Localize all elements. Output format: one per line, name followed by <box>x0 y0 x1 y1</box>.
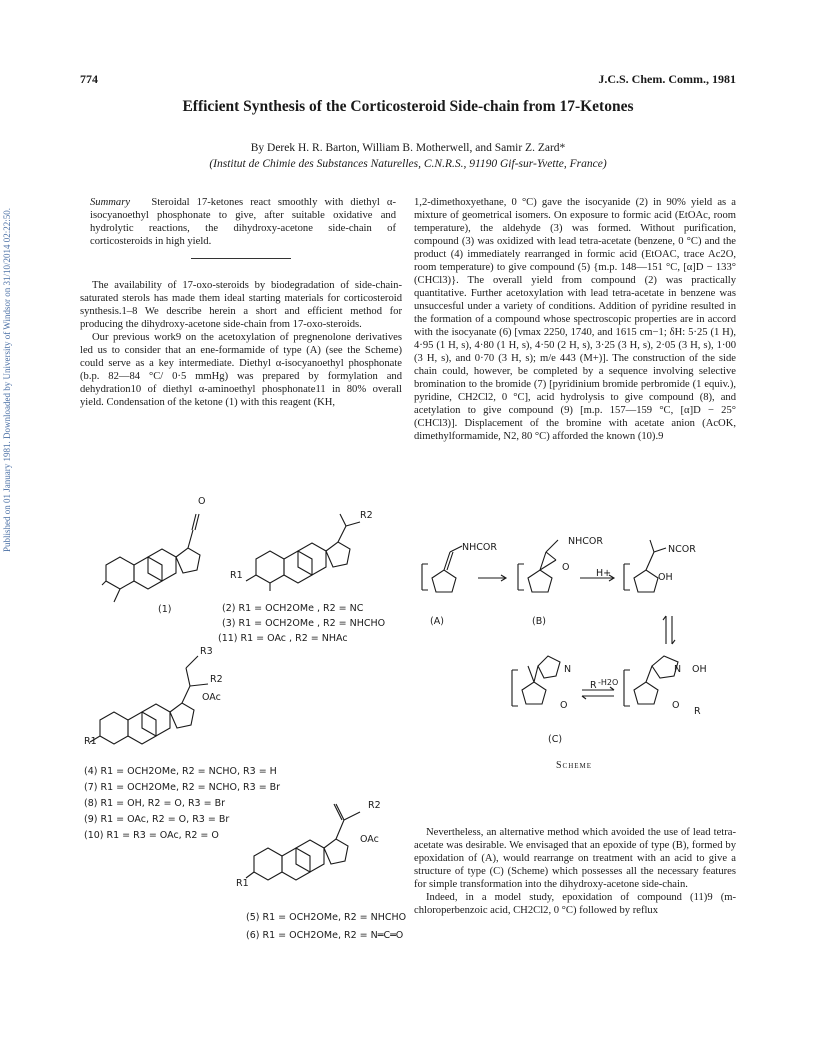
running-header <box>80 72 736 92</box>
scheme-h-plus: H+ <box>596 568 612 579</box>
compound-10-line: (10) R1 = R3 = OAc, R2 = O <box>84 830 219 841</box>
scheme-r-right: R <box>694 706 701 717</box>
structure-diagram-lower <box>240 790 410 890</box>
ketone-o-label: O <box>198 496 206 507</box>
article-title: Efficient Synthesis of the Corticosteroid Side-chain from 17-Ketones <box>182 98 634 115</box>
author-list: By Derek H. R. Barton, William B. Motherwell, and Samir Z. Zard* <box>250 142 566 154</box>
r1-mid-label: R1 <box>84 736 97 747</box>
page-number: 774 <box>80 72 98 86</box>
structure-diagram-middle <box>86 650 286 750</box>
summary-label: Summary <box>90 197 131 208</box>
scheme-o-right: O <box>672 700 680 711</box>
summary-paragraph <box>80 196 402 248</box>
affiliation: (Institut de Chimie des Substances Naturelles, C.N.R.S., 91190 Gif-sur-Yvette, France) <box>209 158 607 170</box>
scheme-label-b: (B) <box>532 616 546 627</box>
right-column <box>414 196 736 443</box>
scheme-label-a: (A) <box>430 616 444 627</box>
scheme-b-nhcor: NHCOR <box>568 536 603 547</box>
scheme-epoxide-o: O <box>562 562 570 573</box>
body-paragraph: Indeed, in a model study, epoxidation of compound (11)9 (m-chloroperbenzoic acid, CH2Cl2, 0 °C) followed by reflux <box>414 892 736 916</box>
journal-name: J.C.S. Chem. Comm., 1981 <box>598 72 736 86</box>
section-divider <box>191 258 291 259</box>
download-watermark: Published on 01 January 1981. Downloaded by University of Windsor on 31/10/2014 02:22:50. <box>2 208 12 552</box>
compound-4-line: (4) R1 = OCH2OMe, R2 = NCHO, R3 = H <box>84 766 277 777</box>
r3-mid-label: R3 <box>200 646 213 657</box>
scheme-o-left: O <box>560 700 568 711</box>
compound-6-line: (6) R1 = OCH2OMe, R2 = N═C═O <box>246 930 404 941</box>
r2-low-label: R2 <box>368 800 381 811</box>
r2-top-label: R2 <box>360 510 373 521</box>
oac-mid-label: OAc <box>202 692 221 703</box>
body-paragraph-continued: 1,2-dimethoxyethane, 0 °C) gave the isocyanide (2) in 90% yield as a mixture of geometrical isomers. On exposure to formic acid (EtOAc, room temperature), the aldehyde (3) was formed. Without purification, compound (3) was oxidized with lead tetra-acetate (benzene, 0 °C) and the product (4) immediately rearranged in formic acid (EtOAC, trace Ac2O, room temperature) to give compound (5) {m.p. 148—151 °C, [α]D − 133° (CHCl3)}. The overall yield from compound (2) was practically quantitative. Further acetoxylation with lead tetra-acetate in benzene was unsuccesful under a variety of conditions. Addition of pyridine resulted in the formation of a compound whose spectroscopic properties are in accord with the isocyanate (6) [νmax 2250, 1740, and 1615 cm−1; δH: 5·25 (1 H), 4·95 (1 H, s), 4·80 (1 H, s), 4·50 (2 H, s), 3·25 (3 H, s), 2·05 (3 H, s), 1·00 (3 H, s), and 0·70 (3 H, s); m/e 443 (M+)]. The construction of the side chain could, however, be completed by a sequence involving selective bromination to the bromide (7) [pyridinium bromide perbromide (1 equiv.), pyridine, CH2Cl2, 0 °C], acid hydrolysis to give compound (8), and acetylation to give compound (9) [m.p. 157—159 °C, [α]D − 25° (CHCl3)]. Displacement of the bromine with acetate anion (AcOK, dimethylformamide, N2, 80 °C) afforded the known (10).9 <box>414 197 736 442</box>
compound-2-line: (2) R1 = OCH2OMe , R2 = NC <box>222 603 364 614</box>
body-paragraph: Our previous work9 on the acetoxylation of pregnenolone derivatives led us to consider that an ene-formamide of type (A) (see the Scheme) could serve as a key intermediate. Diethyl α-isocyanoethyl phosphonate (b.p. 82—84 °C/ 0·5 mmHg) was prepared by formylation and dehydration10 of diethyl α-aminoethyl phosphonate11 in 80% overall yield. Condensation of the ketone (1) with this reagent (KH, <box>80 332 402 408</box>
compound-1-label: (1) <box>158 604 172 615</box>
scheme-c-oh: OH <box>658 572 673 583</box>
r1-low-label: R1 <box>236 878 249 889</box>
structure-diagram-upper <box>96 460 396 610</box>
r2-mid-label: R2 <box>210 674 223 685</box>
scheme-label-c: (C) <box>548 734 563 745</box>
scheme-c-ncor: NCOR <box>668 544 696 555</box>
scheme-r-left: R <box>590 680 597 691</box>
scheme-n-right: N <box>674 664 682 675</box>
r1-top-label: R1 <box>230 570 243 581</box>
intro-paragraph: The availability of 17-oxo-steroids by biodegradation of side-chain-saturated sterols has made them ideal starting materials for corticosteroid synthesis.1–8 We describe herein a short and efficient method for producing the dihydroxy-acetone side-chain from 17-oxo-steroids. <box>80 280 402 330</box>
body-paragraph: Nevertheless, an alternative method which avoided the use of lead tetra-acetate was desirable. We envisaged that an epoxide of type (B), formed by epoxidation of (A), would rearrange on treatment with an acid to give a structure of type (C) (Scheme) which possesses all the necessary features for simple transformation into the dihydroxy-acetone side-chain. <box>414 827 736 890</box>
compound-7-line: (7) R1 = OCH2OMe, R2 = NCHO, R3 = Br <box>84 782 281 793</box>
scheme-n-left: N <box>564 664 572 675</box>
scheme-a-nhcor: NHCOR <box>462 542 497 553</box>
compound-5-line: (5) R1 = OCH2OMe, R2 = NHCHO <box>246 912 407 923</box>
compound-11-line: (11) R1 = OAc , R2 = NHAc <box>218 633 348 644</box>
scheme-minus-water: -H2O <box>598 678 619 687</box>
lower-right-text <box>414 826 736 917</box>
scheme-caption: Scheme <box>556 760 593 771</box>
compound-3-line: (3) R1 = OCH2OMe , R2 = NHCHO <box>222 618 386 629</box>
summary-text: Steroidal 17-ketones react smoothly with diethyl α-isocyanoethyl phosphonate to give, after suitable oxidative and hydrolytic reactions, the dihydroxy-acetone side-chain of corticosteroids in high yield. <box>90 197 396 247</box>
left-column <box>80 196 402 409</box>
scheme-oh-right: OH <box>692 664 707 675</box>
oac-low-label: OAc <box>360 834 379 845</box>
compound-8-line: (8) R1 = OH, R2 = O, R3 = Br <box>84 798 226 809</box>
compound-9-line: (9) R1 = OAc, R2 = O, R3 = Br <box>84 814 230 825</box>
